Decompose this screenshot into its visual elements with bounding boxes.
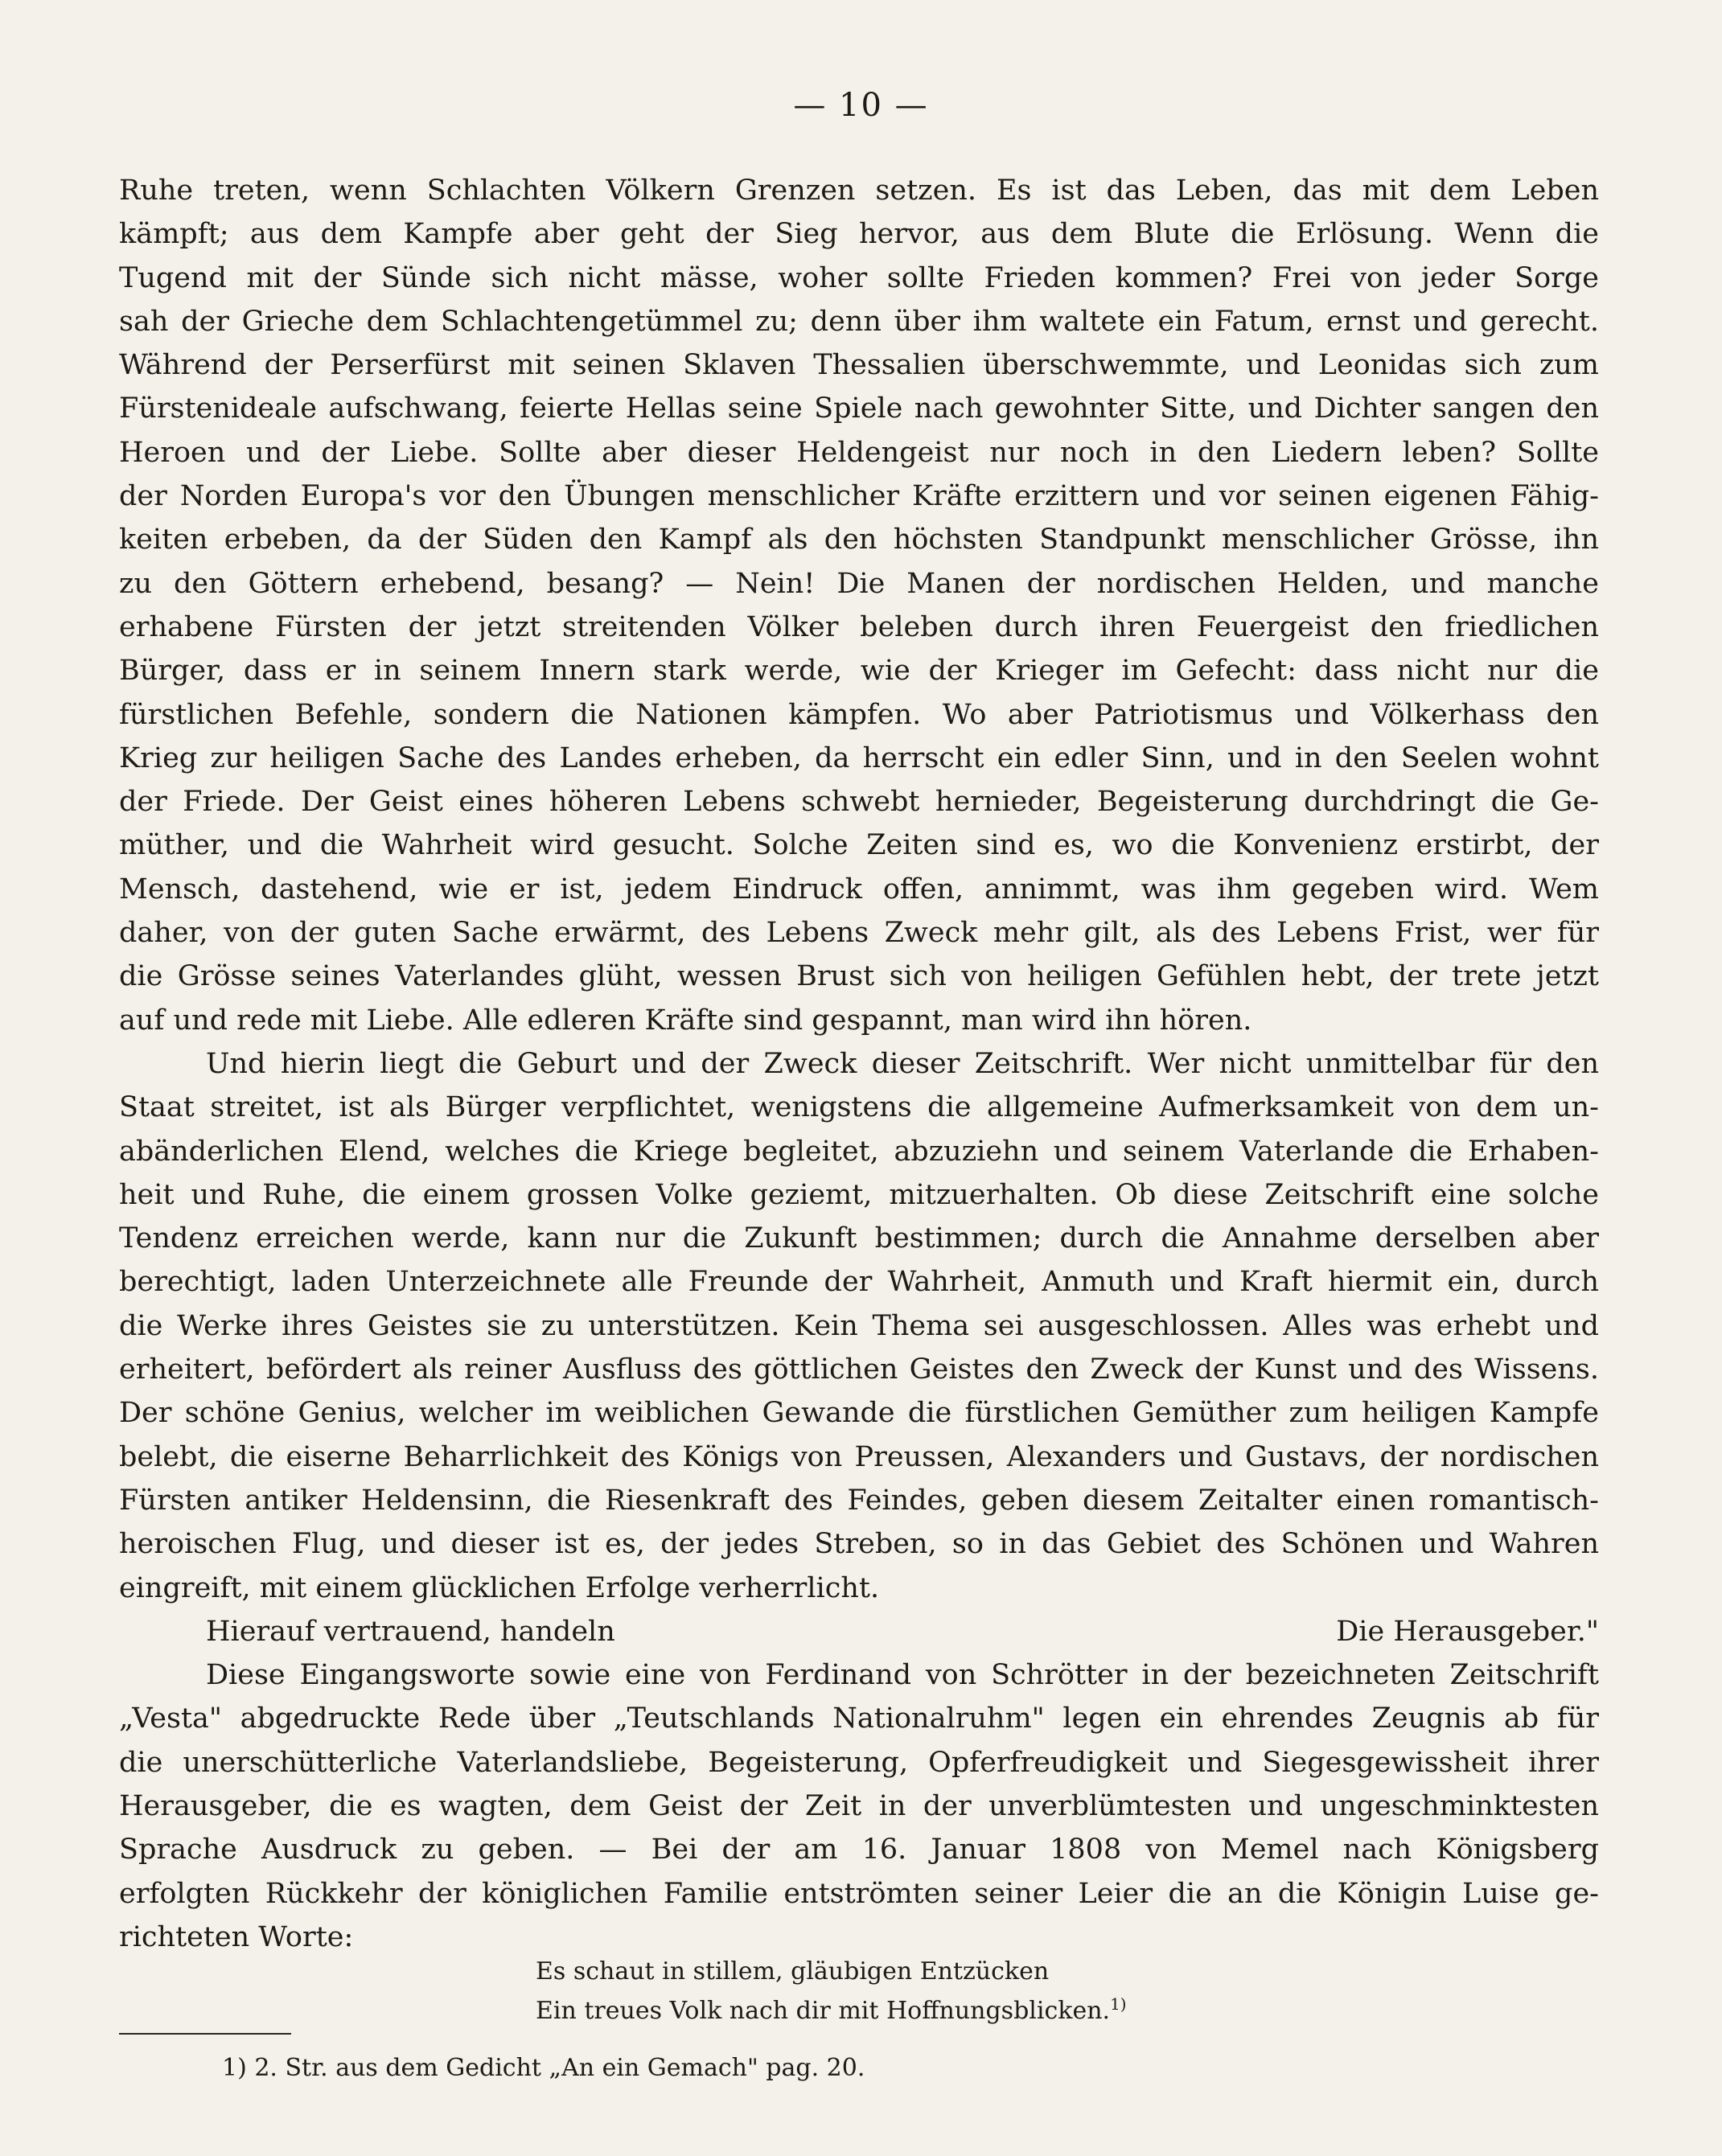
text-line: kämpft; aus dem Kampfe aber geht der Sieg hervor, aus dem Blute die Erlösung. Wenn die bbox=[119, 218, 1599, 251]
footnote-marker[interactable]: 1) bbox=[1110, 1994, 1127, 2014]
text-line: die unerschütterliche Vaterlandsliebe, Begeisterung, Opferfreudigkeit und Siegesgewissheit ihrer bbox=[119, 1746, 1599, 1779]
text-line: erfolgten Rückkehr der königlichen Familie entströmten seiner Leier die an die Königin Luise ge- bbox=[119, 1877, 1599, 1910]
text-line: erheitert, befördert als reiner Ausfluss des göttlichen Geistes den Zweck der Kunst und des Wissens. bbox=[119, 1353, 1599, 1386]
text-line: Während der Perserfürst mit seinen Sklaven Thessalien überschwemmte, und Leonidas sich zum bbox=[119, 349, 1599, 382]
text-line: heroischen Flug, und dieser ist es, der jedes Streben, so in das Gebiet des Schönen und Wahren bbox=[119, 1528, 1599, 1561]
text-line: der Friede. Der Geist eines höheren Lebens schwebt hernieder, Begeisterung durchdringt die Ge- bbox=[119, 786, 1599, 819]
text-line: abänderlichen Elend, welches die Kriege begleitet, abzuziehn und seinem Vaterlande die Erhaben- bbox=[119, 1135, 1599, 1168]
text-line: Und hierin liegt die Geburt und der Zweck dieser Zeitschrift. Wer nicht unmittelbar für den bbox=[206, 1047, 1599, 1080]
verse-line: Es schaut in stillem, gläubigen Entzücken bbox=[536, 1957, 1050, 1986]
signature-line bbox=[119, 1610, 1599, 1653]
footnote: 1) 2. Str. aus dem Gedicht „An ein Gemach" pag. 20. bbox=[222, 2054, 865, 2082]
text-line: keiten erbeben, da der Süden den Kampf als den höchsten Standpunkt menschlicher Grösse, ihn bbox=[119, 524, 1599, 556]
text-line: erhabene Fürsten der jetzt streitenden Völker beleben durch ihren Feuergeist den friedlichen bbox=[119, 610, 1599, 643]
signature-right: Die Herausgeber." bbox=[1336, 1615, 1599, 1648]
text-line: berechtigt, laden Unterzeichnete alle Freunde der Wahrheit, Anmuth und Kraft hiermit ein, durch bbox=[119, 1266, 1599, 1299]
text-line: Fürsten antiker Heldensinn, die Riesenkraft des Feindes, geben diesem Zeitalter einen romantisch- bbox=[119, 1484, 1599, 1517]
signature-left: Hierauf vertrauend, handeln bbox=[206, 1615, 615, 1648]
footnote-divider bbox=[119, 2033, 291, 2035]
text-line: belebt, die eiserne Beharrlichkeit des Königs von Preussen, Alexanders und Gustavs, der nordischen bbox=[119, 1440, 1599, 1473]
text-line: Ruhe treten, wenn Schlachten Völkern Grenzen setzen. Es ist das Leben, das mit dem Leben bbox=[119, 175, 1599, 207]
body-text bbox=[119, 169, 1599, 1959]
text-line: eingreift, mit einem glücklichen Erfolge verherrlicht. bbox=[119, 1571, 880, 1604]
text-line: Tendenz erreichen werde, kann nur die Zukunft bestimmen; durch die Annahme derselben aber bbox=[119, 1222, 1599, 1255]
text-line: der Norden Europa's vor den Übungen menschlicher Kräfte erzittern und vor seinen eigenen Fähig- bbox=[119, 480, 1599, 513]
text-line: die Grösse seines Vaterlandes glüht, wessen Brust sich von heiligen Gefühlen hebt, der trete jetzt bbox=[119, 960, 1599, 993]
text-line: Sprache Ausdruck zu geben. — Bei der am 16. Januar 1808 von Memel nach Königsberg bbox=[119, 1834, 1599, 1866]
text-line: die Werke ihres Geistes sie zu unterstützen. Kein Thema sei ausgeschlossen. Alles was erhebt und bbox=[119, 1309, 1599, 1342]
verse-quote bbox=[536, 1956, 1127, 2027]
text-line: auf und rede mit Liebe. Alle edleren Kräfte sind gespannt, man wird ihn hören. bbox=[119, 1004, 1252, 1037]
text-line: daher, von der guten Sache erwärmt, des Lebens Zweck mehr gilt, als des Lebens Frist, wer für bbox=[119, 917, 1599, 950]
verse-line: Ein treues Volk nach dir mit Hoffnungsblicken. bbox=[536, 1997, 1111, 2025]
text-line: Mensch, dastehend, wie er ist, jedem Eindruck offen, annimmt, was ihm gegeben wird. Wem bbox=[119, 873, 1599, 906]
page-number: — 10 — bbox=[793, 87, 929, 124]
text-line: heit und Ruhe, die einem grossen Volke geziemt, mitzuerhalten. Ob diese Zeitschrift eine solche bbox=[119, 1178, 1599, 1211]
text-line: Krieg zur heiligen Sache des Landes erheben, da herrscht ein edler Sinn, und in den Seelen wohnt bbox=[119, 741, 1599, 774]
text-line: Tugend mit der Sünde sich nicht mässe, woher sollte Frieden kommen? Frei von jeder Sorge bbox=[119, 261, 1599, 294]
text-line: Fürstenideale aufschwang, feierte Hellas seine Spiele nach gewohnter Sitte, und Dichter sangen den bbox=[119, 392, 1599, 425]
text-line: fürstlichen Befehle, sondern die Nationen kämpfen. Wo aber Patriotismus und Völkerhass den bbox=[119, 698, 1599, 731]
text-line: „Vesta" abgedruckte Rede über „Teutschlands Nationalruhm" legen ein ehrendes Zeugnis ab für bbox=[119, 1702, 1599, 1735]
text-line: müther, und die Wahrheit wird gesucht. Solche Zeiten sind es, wo die Konvenienz erstirbt, der bbox=[119, 829, 1599, 862]
text-line: Bürger, dass er in seinem Innern stark werde, wie der Krieger im Gefecht: dass nicht nur die bbox=[119, 655, 1599, 688]
text-line: sah der Grieche dem Schlachtengetümmel zu; denn über ihm waltete ein Fatum, ernst und gerecht. bbox=[119, 305, 1599, 338]
text-line: Herausgeber, die es wagten, dem Geist der Zeit in der unverblümtesten und ungeschminktesten bbox=[119, 1789, 1599, 1822]
verse-line-with-note bbox=[536, 1988, 1127, 2027]
text-line: Staat streitet, ist als Bürger verpflichtet, wenigstens die allgemeine Aufmerksamkeit von dem un- bbox=[119, 1091, 1599, 1124]
text-line: Der schöne Genius, welcher im weiblichen Gewande die fürstlichen Gemüther zum heiligen Kampfe bbox=[119, 1397, 1599, 1430]
text-line: Diese Eingangsworte sowie eine von Ferdinand von Schrötter in der bezeichneten Zeitschrift bbox=[206, 1659, 1599, 1692]
text-line: zu den Göttern erhebend, besang? — Nein! Die Manen der nordischen Helden, und manche bbox=[119, 567, 1599, 600]
text-line: richteten Worte: bbox=[119, 1920, 354, 1953]
text-line: Heroen und der Liebe. Sollte aber dieser Heldengeist nur noch in den Liedern leben? Sollte bbox=[119, 436, 1599, 469]
